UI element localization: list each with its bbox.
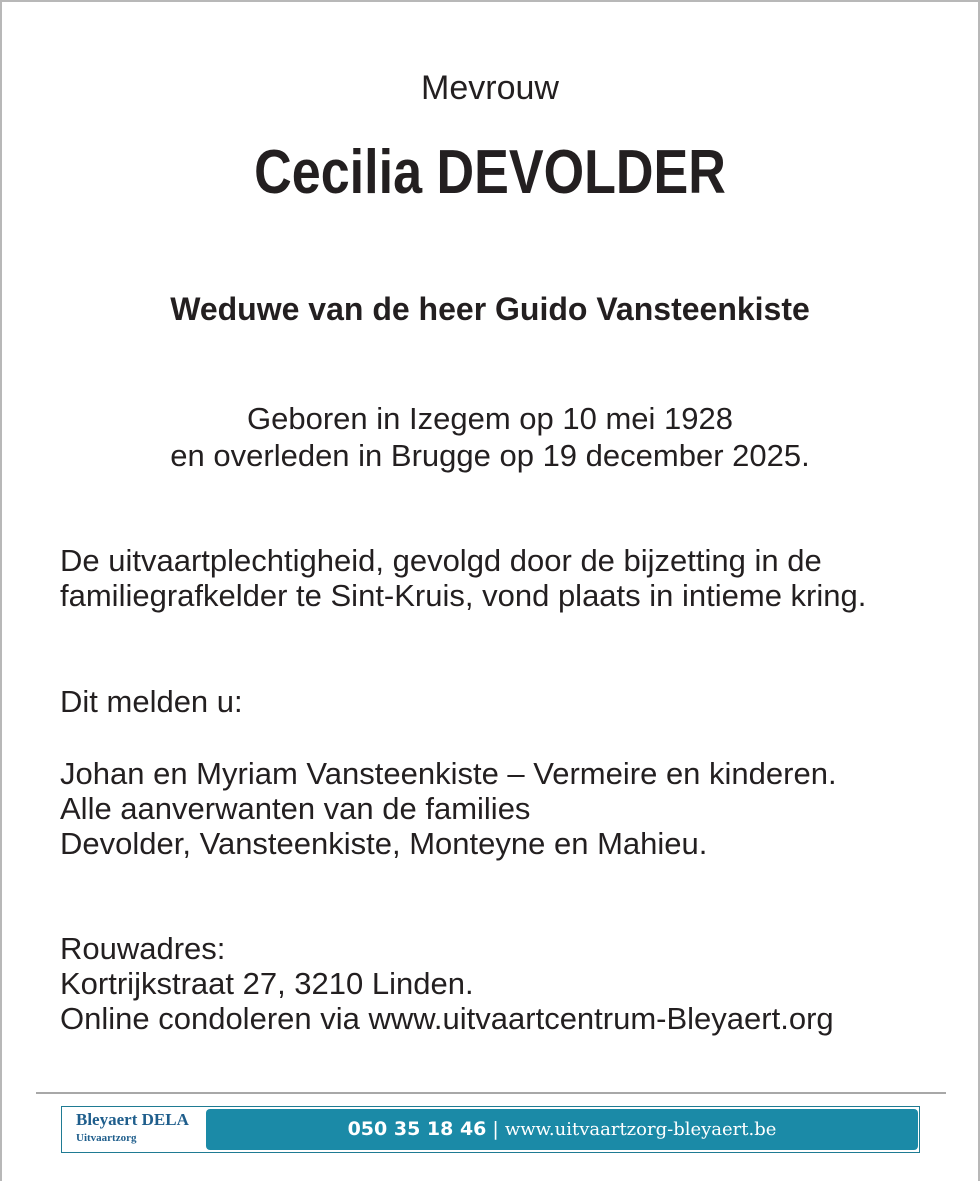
ceremony-line: familiegrafkelder te Sint-Kruis, vond plaats in intieme kring. <box>60 578 867 613</box>
phone-number[interactable]: 050 35 18 46 <box>347 1118 487 1140</box>
death-line: en overleden in Brugge op 19 december 2025. <box>170 438 810 473</box>
family-line: Devolder, Vansteenkiste, Monteyne en Mahieu. <box>60 826 708 861</box>
family-line: Alle aanverwanten van de families <box>60 791 531 826</box>
contact-separator: | <box>492 1118 499 1140</box>
logo-subtitle: Uitvaartzorg <box>76 1132 137 1144</box>
address-block <box>60 931 834 1036</box>
family-list <box>60 756 837 861</box>
spouse-line: Weduwe van de heer Guido Vansteenkiste <box>170 291 810 327</box>
address-label: Rouwadres: <box>60 931 226 966</box>
ceremony-line: De uitvaartplechtigheid, gevolgd door de bijzetting in de <box>60 543 822 578</box>
salutation: Mevrouw <box>421 69 559 107</box>
footer-divider <box>36 1092 946 1094</box>
life-dates <box>2 400 978 474</box>
contact-bar <box>206 1109 918 1150</box>
funeral-home-footer <box>61 1106 920 1153</box>
birth-line: Geboren in Izegem op 10 mei 1928 <box>247 401 733 436</box>
website-link[interactable]: www.uitvaartzorg-bleyaert.be <box>504 1119 777 1140</box>
ceremony-paragraph <box>60 543 866 613</box>
condolence-line: Online condoleren via www.uitvaartcentrum-Bleyaert.org <box>60 1001 834 1036</box>
announce-line: Dit melden u: <box>60 684 243 719</box>
funeral-home-logo <box>76 1110 189 1146</box>
family-line: Johan en Myriam Vansteenkiste – Vermeire en kinderen. <box>60 756 837 791</box>
deceased-name: Cecilia DEVOLDER <box>254 138 726 207</box>
address-text: Kortrijkstraat 27, 3210 Linden. <box>60 966 474 1001</box>
logo-name: Bleyaert DELA <box>76 1110 189 1129</box>
